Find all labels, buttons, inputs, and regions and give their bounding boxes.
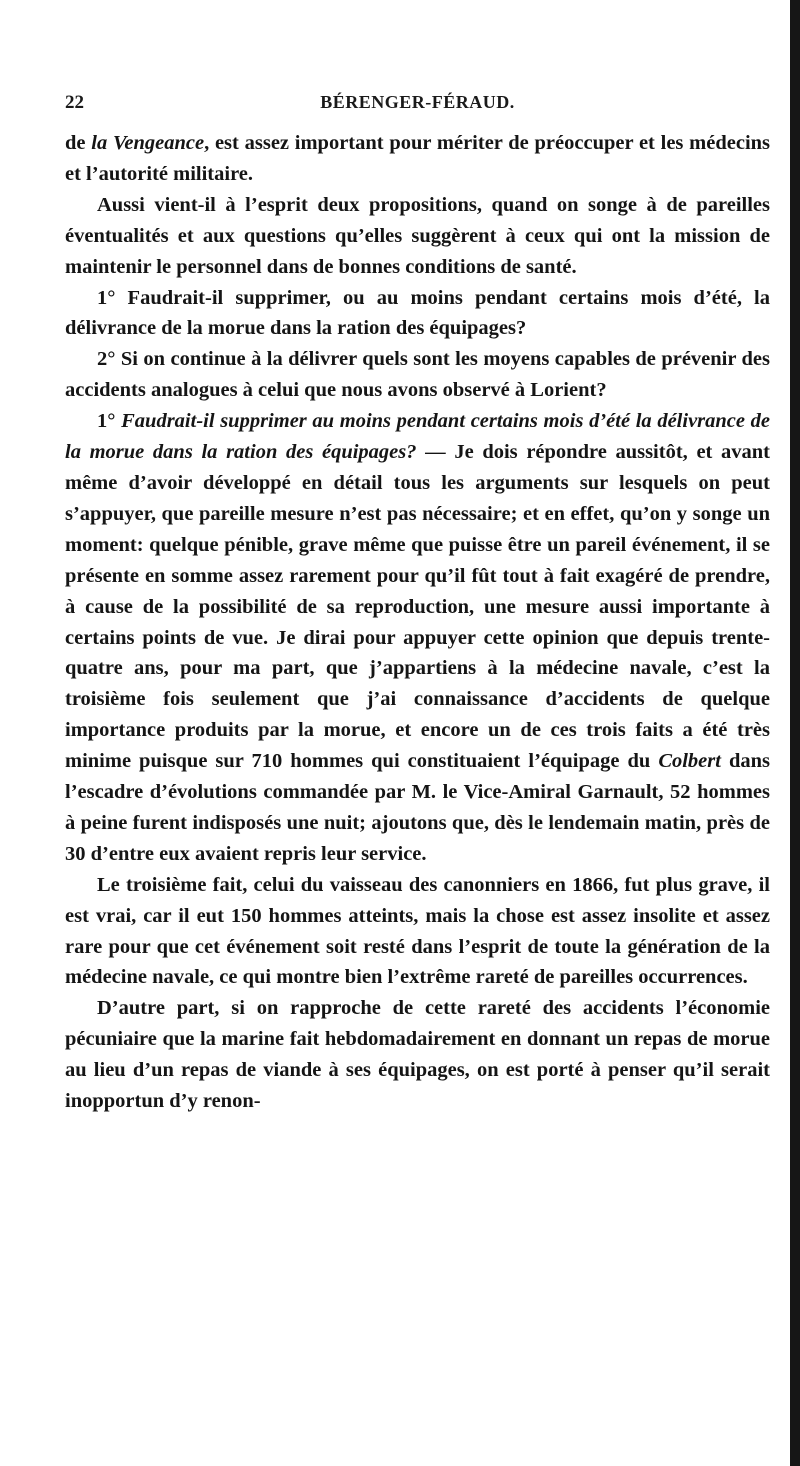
paragraph-p4	[65, 344, 770, 406]
paragraph-p3	[65, 283, 770, 345]
text-run: 2° Si on continue à la délivrer quels sont les moyens capables de prévenir des accidents analogues à celui que nous avons observé à Lorient?	[65, 348, 770, 402]
paragraph-p2	[65, 190, 770, 283]
paragraph-p7	[65, 993, 770, 1117]
text-run: , est assez important pour mériter de préoccuper et les médecins et l’autorité militaire.	[65, 132, 771, 185]
italic-text: la Vengeance	[91, 132, 205, 154]
text-run: D’autre part, si on rapproche de cette rareté des accidents l’économie pécuniaire que la marine fait hebdomadairement en donnant un repas de morue au lieu d’un repas de viande à ses équipages, on est porté à penser qu’il serait inopportun d’y renon-	[65, 997, 770, 1113]
page-number: 22	[65, 92, 84, 113]
text-run: Aussi vient-il à l’esprit deux propositions, quand on songe à de pareilles éventualités et aux questions qu’elles suggèrent à ceux qui ont la mission de maintenir le personnel dans de bonnes conditions de santé.	[65, 193, 770, 278]
body-text	[65, 128, 770, 1117]
page-edge-shadow	[790, 0, 800, 1466]
paragraph-p1	[65, 128, 770, 190]
running-head: BÉRENGER-FÉRAUD.	[320, 92, 515, 112]
text-run: Le troisième fait, celui du vaisseau des canonniers en 1866, fut plus grave, il est vrai, car il eut 150 hommes atteints, mais la chose est assez insolite et assez rare pour que cet événement soit resté dans l’esprit de toute la génération de la médecine navale, ce qui montre bien l’extrême rareté de pareilles occurrences.	[65, 873, 770, 989]
text-run: — Je dois répondre aussitôt, et avant même d’avoir développé en détail tous les arguments sur lesquels on peut s’appuyer, que pareille mesure n’est pas nécessaire; et en effet, qu’on y songe un moment: quelque pénible, grave même que puisse être un pareil événement, il se présente en somme assez rarement pour qu’il fût tout à fait exagéré de prendre, à cause de la possibilité de sa reproduction, une mesure aussi importante à certains points de vue. Je dirai pour appuyer cette opinion que depuis trente-quatre ans, pour ma part, que j’appartiens à la médecine navale, c’est la troisième fois seulement que j’ai connaissance d’accidents de quelque importance produits par la morue, et encore un de ces trois faits a été très minime puisque sur 710 hommes qui constituaient l’équipage du	[65, 441, 771, 773]
text-run: dans l’escadre d’évolutions commandée par M. le Vice-Amiral Garnault, 52 hommes à peine furent indisposés une nuit; ajoutons que, dès le lendemain matin, près de 30 d’entre eux avaient repris leur service.	[65, 750, 770, 865]
paragraph-p5	[65, 406, 770, 870]
page-header	[65, 92, 770, 122]
text-run: 1°	[97, 410, 122, 433]
italic-text: Faudrait-il supprimer au moins pendant certains mois d’été la délivrance de la morue dans la ration des équipages?	[65, 410, 771, 464]
paragraph-p6	[65, 870, 770, 994]
italic-text: Colbert	[658, 750, 721, 773]
text-run: 1° Faudrait-il supprimer, ou au moins pendant certains mois d’été, la délivrance de la morue dans la ration des équipages?	[65, 286, 770, 340]
text-run: de	[65, 132, 92, 154]
